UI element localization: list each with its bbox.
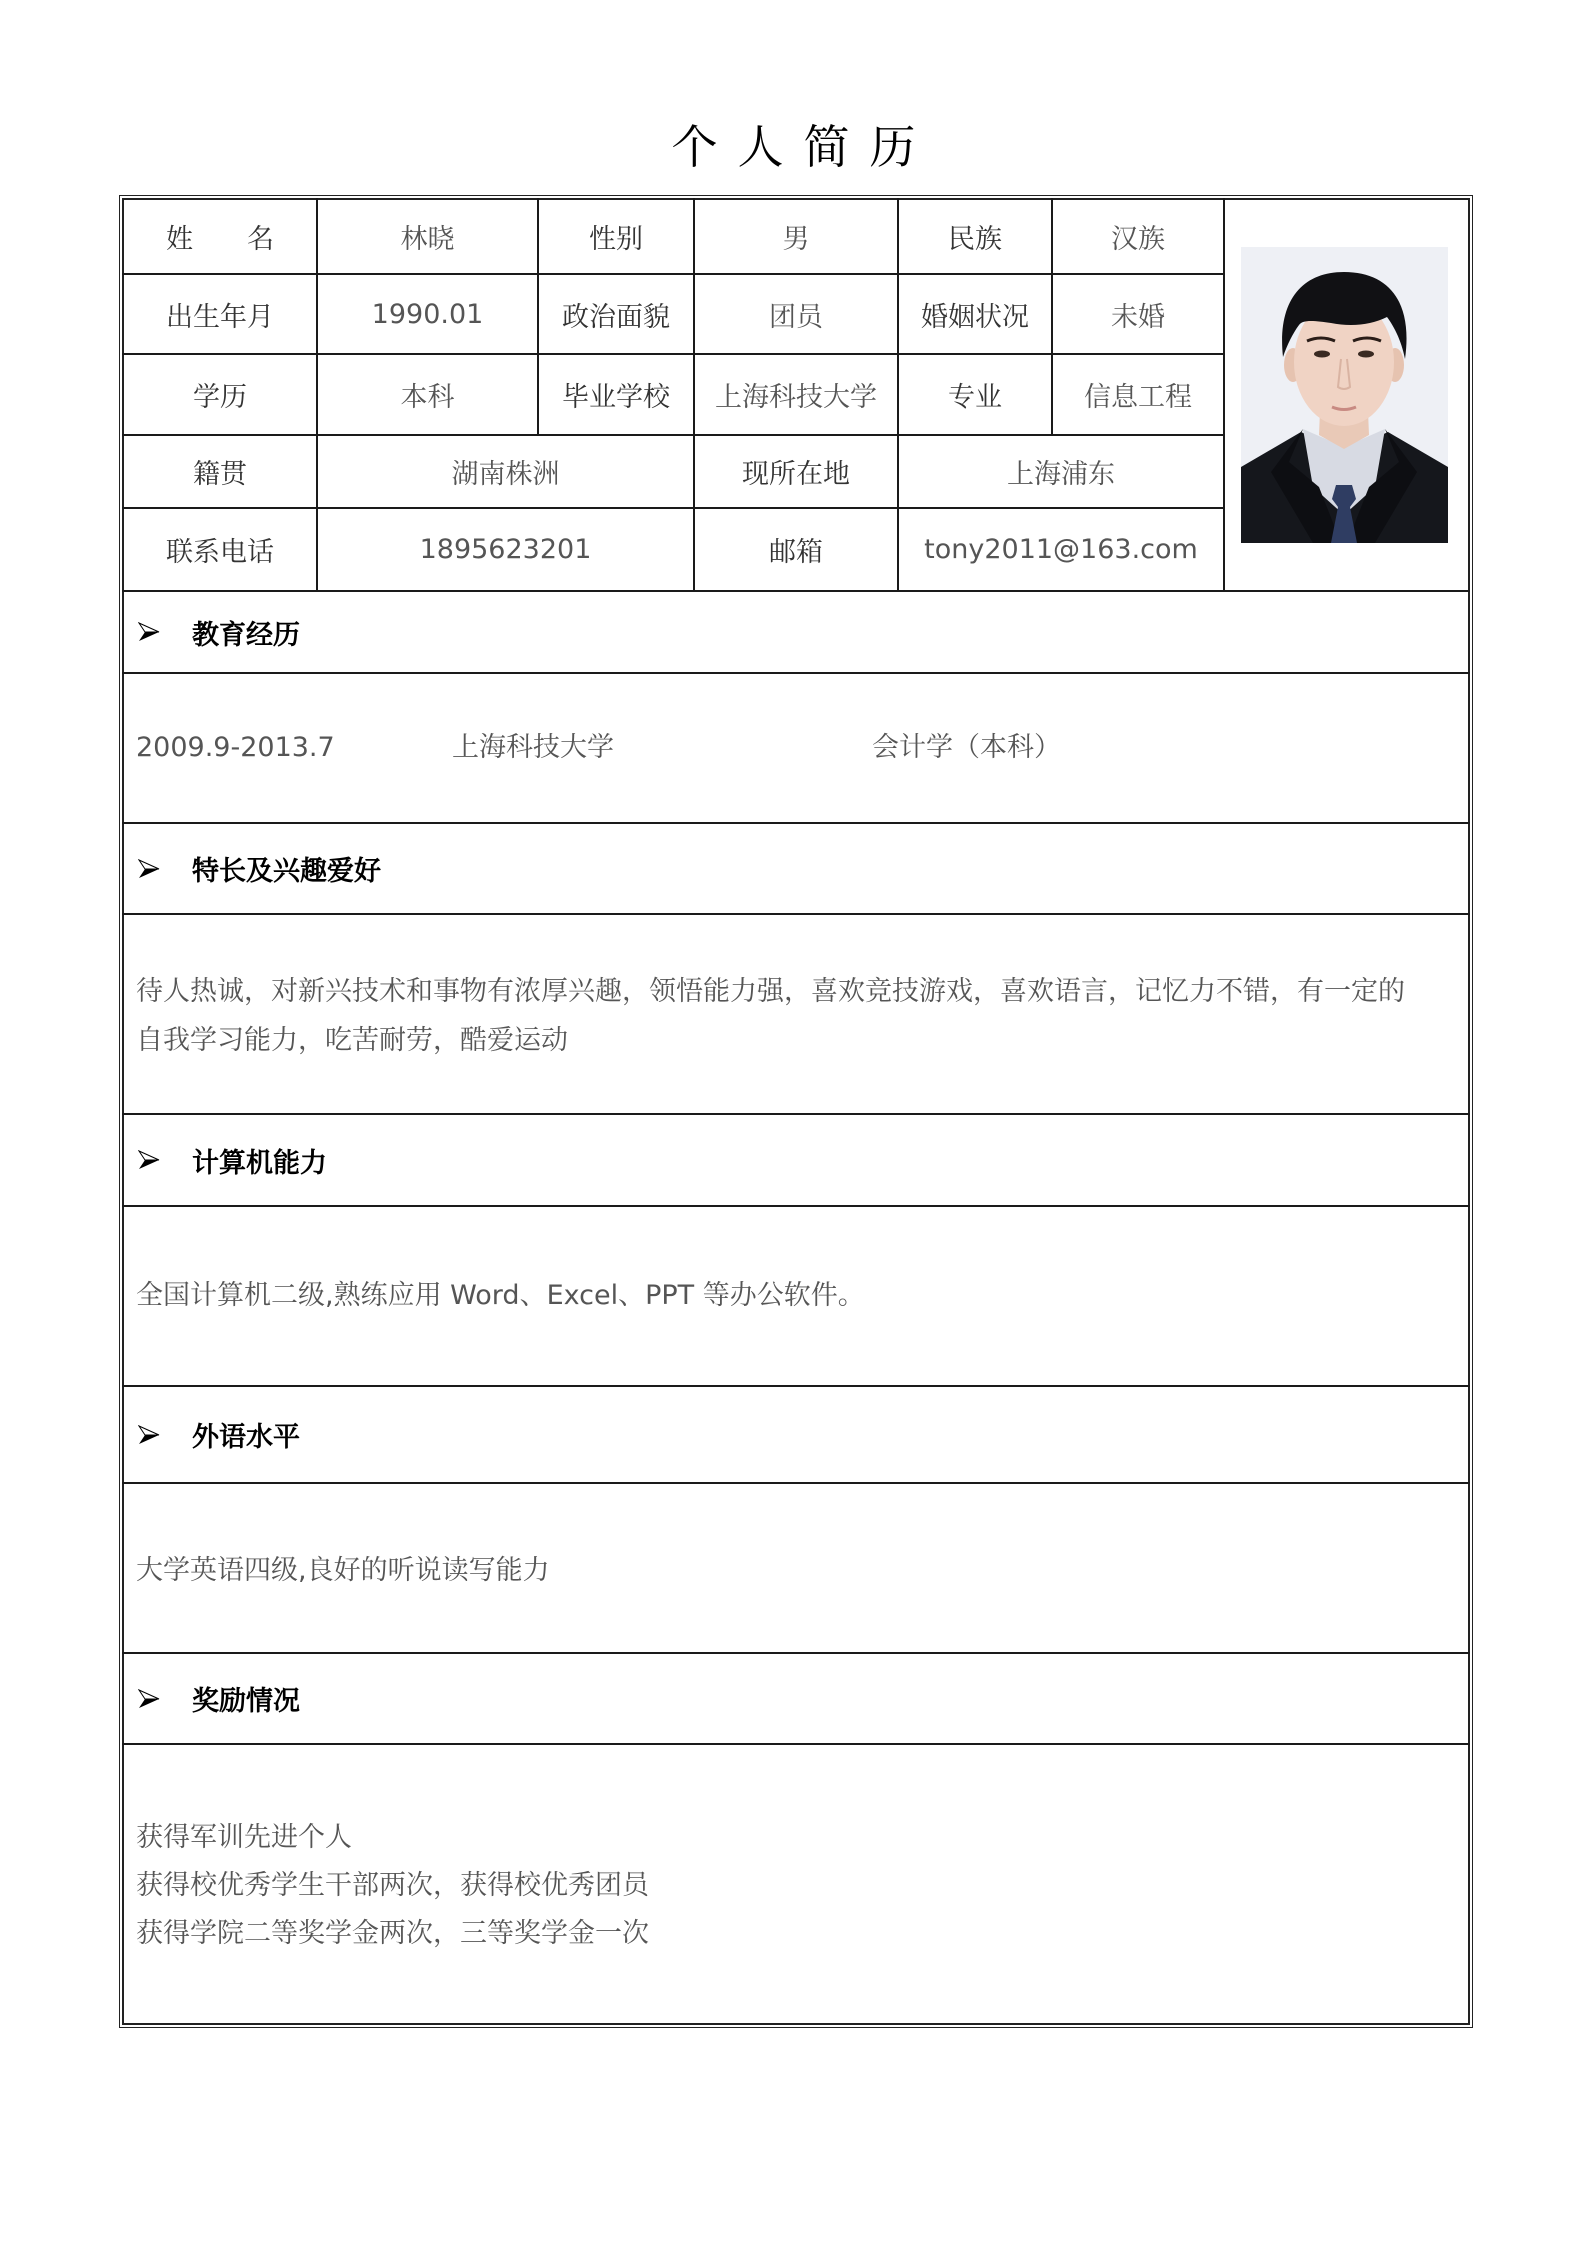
label-birth-date: 出生年月 — [166, 301, 274, 333]
value-marital-status: 未婚 — [1111, 301, 1165, 333]
arrowhead-bullet-icon — [138, 858, 160, 880]
education-period: 2009.9-2013.7 — [136, 732, 335, 763]
value-email: tony2011@163.com — [924, 534, 1198, 565]
hobbies-line: 自我学习能力，吃苦耐劳，酷爱运动 — [136, 1025, 568, 1056]
section-header-foreign-language — [124, 1387, 1468, 1482]
computer-skills-line: 全国计算机二级,熟练应用 Word、Excel、PPT 等办公软件。 — [136, 1280, 865, 1311]
value-political-status: 团员 — [769, 301, 823, 333]
label-graduate-school: 毕业学校 — [562, 382, 670, 413]
arrowhead-bullet-icon — [138, 1424, 160, 1446]
grid-line — [122, 1205, 1470, 1207]
section-header-awards — [124, 1654, 1468, 1743]
section-title: 外语水平 — [192, 1422, 300, 1453]
page-title: 个人简历 — [671, 120, 936, 174]
grid-line — [122, 913, 1470, 915]
arrowhead-bullet-icon — [138, 1688, 160, 1710]
value-native-place: 湖南株洲 — [451, 459, 560, 490]
section-title: 特长及兴趣爱好 — [192, 856, 381, 887]
section-header-hobbies — [124, 824, 1468, 913]
value-education: 本科 — [400, 382, 455, 413]
value-graduate-school: 上海科技大学 — [715, 382, 877, 413]
label-ethnicity: 民族 — [948, 224, 1002, 255]
label-major: 专业 — [948, 382, 1002, 413]
arrowhead-bullet-icon — [138, 1149, 160, 1171]
education-school: 上海科技大学 — [452, 732, 614, 763]
grid-line — [122, 672, 1470, 674]
value-name: 林晓 — [400, 224, 455, 255]
hobbies-line: 待人热诚，对新兴技术和事物有浓厚兴趣，领悟能力强，喜欢竞技游戏，喜欢语言，记忆力不错，有一定的 — [136, 976, 1405, 1007]
award-line: 获得学院二等奖学金两次，三等奖学金一次 — [136, 1918, 649, 1949]
section-title: 教育经历 — [192, 619, 300, 651]
label-current-location: 现所在地 — [742, 459, 850, 490]
value-gender: 男 — [782, 224, 810, 255]
label-gender: 性别 — [589, 224, 643, 255]
label-political-status: 政治面貌 — [562, 301, 670, 333]
label-phone: 联系电话 — [166, 537, 274, 568]
award-line: 获得军训先进个人 — [136, 1822, 352, 1853]
section-header-education — [124, 592, 1468, 672]
label-marital-status: 婚姻状况 — [921, 301, 1029, 333]
label-education: 学历 — [193, 382, 247, 413]
education-major: 会计学（本科） — [872, 732, 1061, 763]
award-line: 获得校优秀学生干部两次，获得校优秀团员 — [136, 1870, 649, 1901]
label-native-place: 籍贯 — [193, 459, 247, 490]
value-phone: 1895623201 — [419, 534, 592, 565]
section-title: 奖励情况 — [192, 1686, 300, 1717]
label-email: 邮箱 — [769, 537, 823, 568]
grid-line — [122, 1482, 1470, 1484]
language-line: 大学英语四级,良好的听说读写能力 — [136, 1555, 550, 1586]
section-title: 计算机能力 — [192, 1147, 327, 1179]
portrait-image — [1241, 247, 1448, 543]
grid-line — [122, 1743, 1470, 1745]
label-name: 姓 名 — [166, 224, 274, 255]
value-major: 信息工程 — [1084, 382, 1192, 413]
grid-line — [1223, 198, 1225, 591]
arrowhead-bullet-icon — [138, 621, 160, 643]
value-current-location: 上海浦东 — [1007, 459, 1115, 490]
section-header-computer-skills — [124, 1115, 1468, 1205]
value-birth-date: 1990.01 — [371, 298, 484, 330]
portrait-photo — [1241, 247, 1448, 543]
value-ethnicity: 汉族 — [1111, 224, 1165, 255]
